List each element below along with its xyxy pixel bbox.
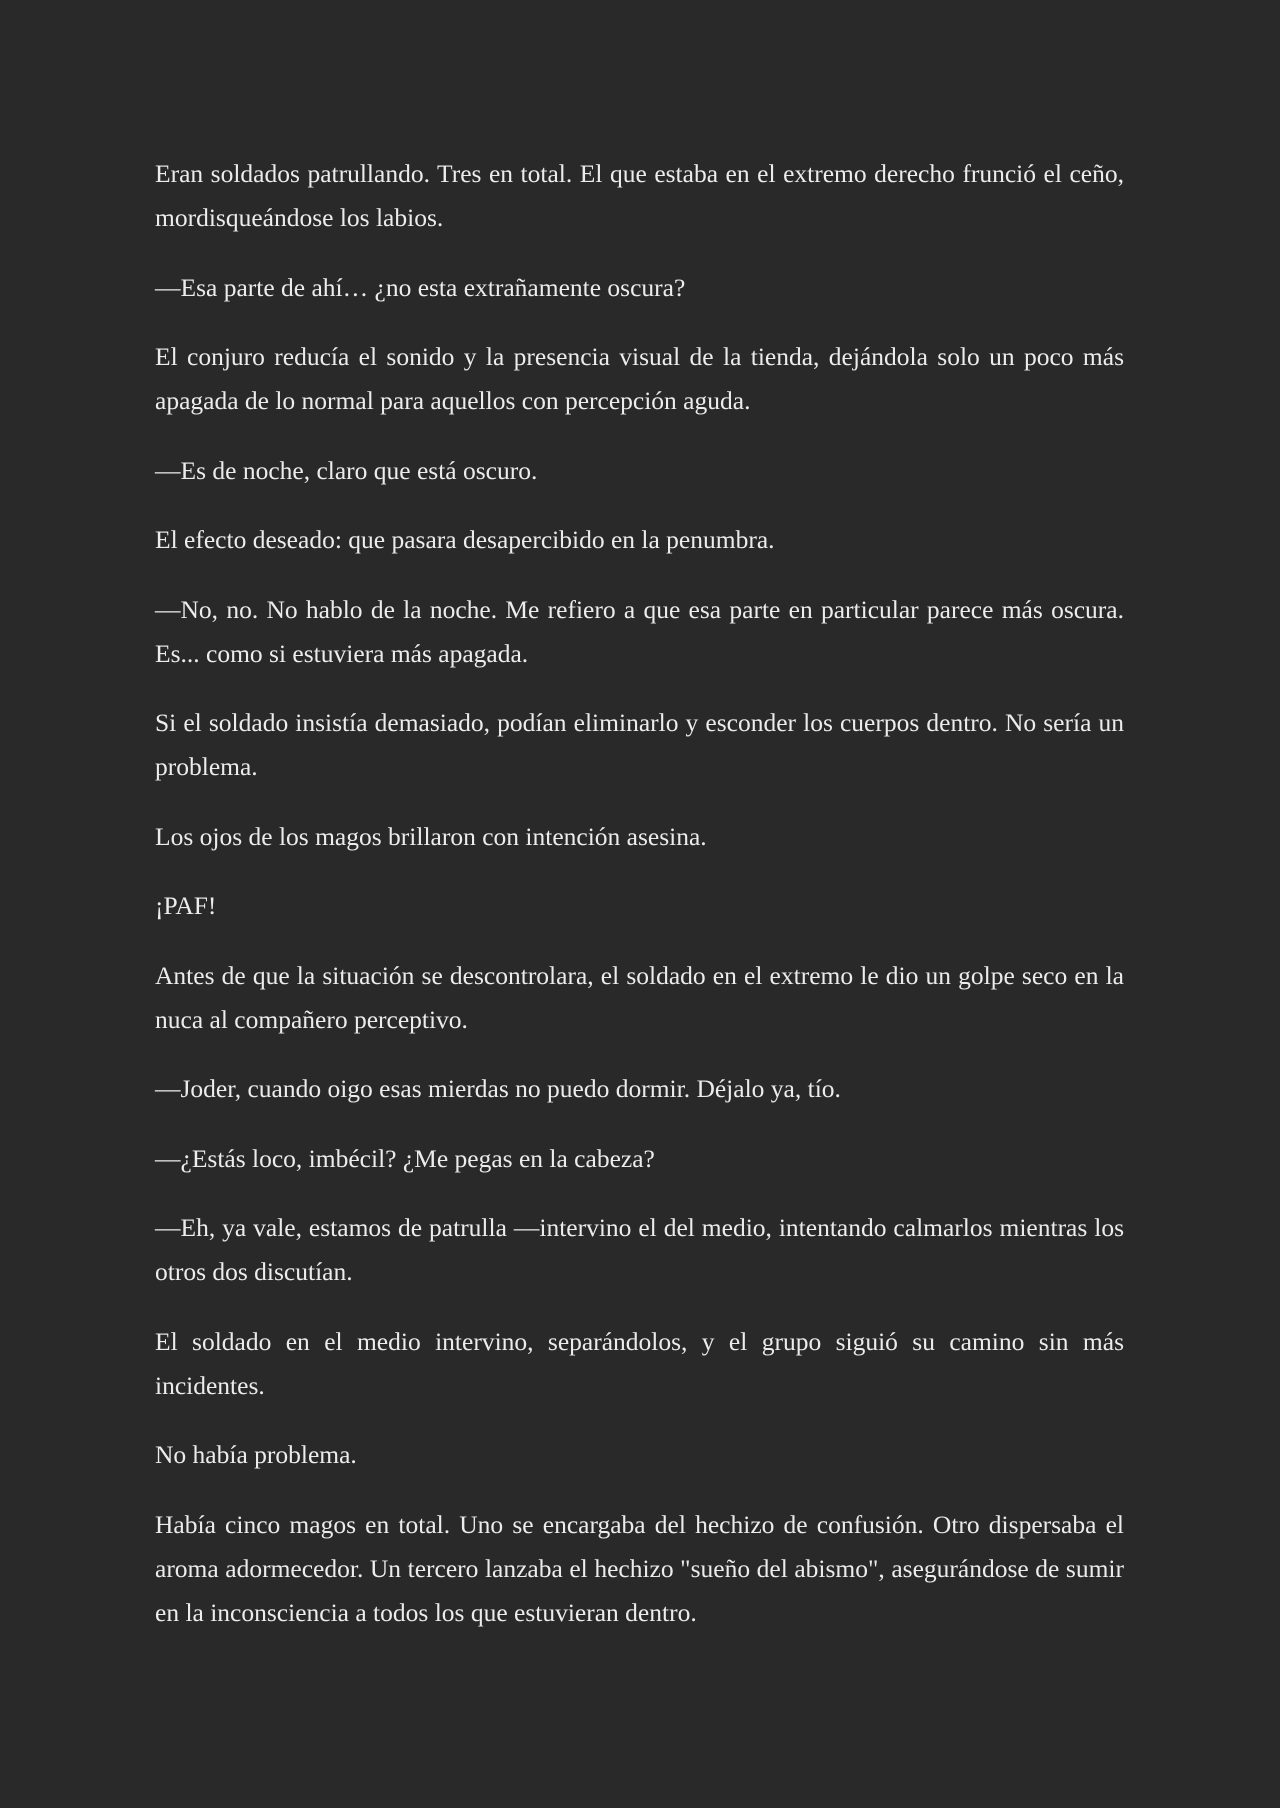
paragraph: Antes de que la situación se descontrolara, el soldado en el extremo le dio un golpe seco en la nuca al compañero perceptivo. (155, 960, 1124, 1034)
paragraph: Si el soldado insistía demasiado, podían eliminarlo y esconder los cuerpos dentro. No sería un problema. (155, 708, 1124, 781)
paragraph: El conjuro reducía el sonido y la presencia visual de la tienda, dejándola solo un poco más apagada de lo normal para aquellos con percepción aguda. (155, 342, 1124, 415)
paragraph: Eran soldados patrullando. Tres en total. El que estaba en el extremo derecho frunció el ceño, mordisqueándose los labios. (155, 159, 1124, 232)
paragraph: —Es de noche, claro que está oscuro. (155, 455, 538, 485)
paragraph: Los ojos de los magos brillaron con intención asesina. (155, 821, 707, 851)
paragraph: —Joder, cuando oigo esas mierdas no puedo dormir. Déjalo ya, tío. (155, 1074, 841, 1103)
paragraph: —Eh, ya vale, estamos de patrulla —intervino el del medio, intentando calmarlos mientras los otros dos discutían. (155, 1213, 1124, 1286)
paragraph: El soldado en el medio intervino, separándolos, y el grupo siguió su camino sin más incidentes. (155, 1326, 1124, 1400)
paragraph: Había cinco magos en total. Uno se encargaba del hechizo de confusión. Otro dispersaba el aroma adormecedor. Un tercero lanzaba el hechizo "sueño del abismo", asegurándose de sumir en la inconsciencia a todos los que estuvieran dentro. (155, 1509, 1124, 1627)
paragraph: —¿Estás loco, imbécil? ¿Me pegas en la cabeza? (155, 1143, 655, 1173)
reader-page (155, 152, 1124, 1660)
paragraph: No había problema. (155, 1440, 357, 1469)
paragraph: —No, no. No hablo de la noche. Me refiero a que esa parte en particular parece más oscura. Es... como si estuviera más apagada. (155, 594, 1124, 668)
paragraph: —Esa parte de ahí… ¿no esta extrañamente oscura? (155, 272, 686, 302)
paragraph: ¡PAF! (155, 891, 217, 920)
paragraph: El efecto deseado: que pasara desapercibido en la penumbra. (155, 525, 775, 554)
